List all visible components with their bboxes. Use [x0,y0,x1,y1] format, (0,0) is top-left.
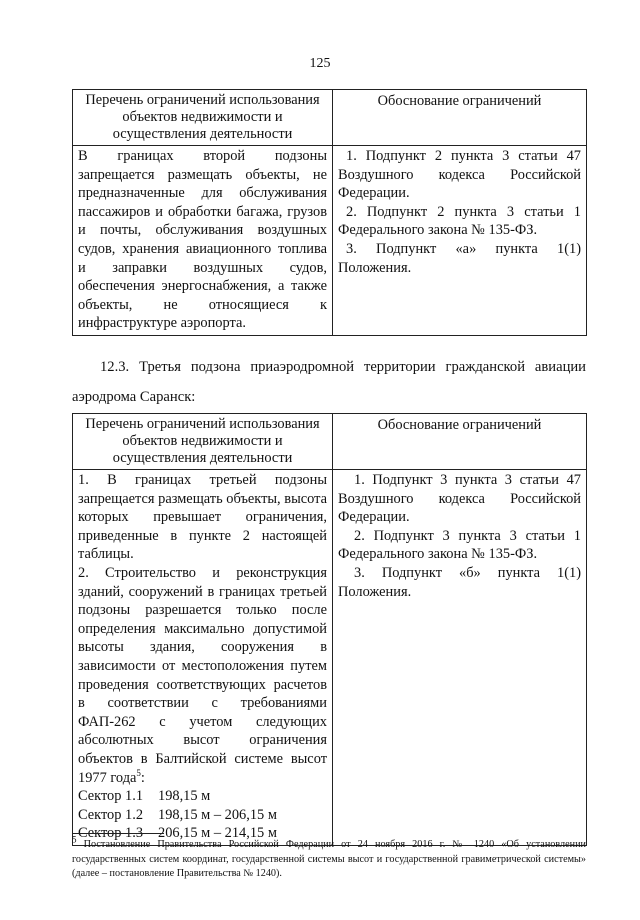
text-line-content: 1977 года [78,769,137,786]
header-line: объектов недвижимости и [122,433,283,449]
sector-name: Сектор 1.2 [78,806,144,823]
text-line: предназначенные для обслуживания [78,185,327,202]
text-line: запрещается размещать объекты, высота [78,490,327,507]
justification-item: 3. Подпункт «а» пункта 1(1) Положения. [338,240,581,276]
text-line: объектов в Балтийской системе высот [78,750,327,767]
header-restrictions-cell [73,90,333,146]
restrictions-table-zone-2 [72,89,587,336]
text-line: таблицы. [78,546,134,563]
page-number: 125 [309,56,331,71]
header-line: осуществления деятельности [112,126,293,142]
text-line [78,769,327,788]
sector-name: Сектор 1.1 [78,788,144,805]
footnote [72,834,586,882]
section-heading [72,355,586,409]
justification-item: 3. Подпункт «б» пункта 1(1) Положения. [338,564,581,600]
text-line: определения максимально допустимой [78,620,327,637]
justification-item: 1. Подпункт 3 пункта 3 статьи 47 Воздушного кодекса Российской Федерации. [338,472,581,526]
section-heading-line: аэродрома Саранск: [72,389,196,405]
sector-name: Сектор 1.3 [78,825,144,842]
text-line: подзоны разрешается только после [78,602,327,619]
table-row [73,146,587,336]
sector-height: 206,15 м – 214,15 м [158,825,277,842]
justification-item: 1. Подпункт 2 пункта 3 статьи 47 Воздушного кодекса Российской Федерации. [338,148,581,202]
text-line-tail: : [140,769,145,786]
footnote-divider [72,833,164,834]
footnote-text: Постановление Правительства Российской Федерации от 24 ноября 2016 г. № 1240 «Об установлении государственных систем координат, государственной системы высот и государственной гравиметрической системы» (далее – постановление Правительства № 1240). [72,839,586,879]
header-line: Перечень ограничений использования [85,416,320,432]
restrictions-cell [73,146,333,336]
text-line: и заправки воздушных судов, [78,259,327,276]
justification-item: 2. Подпункт 2 пункта 3 статьи 1 Федерального закона № 135-ФЗ. [338,203,581,239]
text-line: пассажиров и обработки багажа, грузов [78,203,327,220]
text-line: объекты, не относящиеся к [78,296,327,313]
header-line: объектов недвижимости и [122,109,283,125]
sector-row [78,787,327,806]
restrictions-cell [73,470,333,846]
text-line: 1. В границах третьей подзоны [78,472,327,488]
table-header-row [73,414,587,470]
text-line: в соответствии с требованиями [78,695,327,712]
text-line: В границах второй подзоны [78,148,327,164]
header-restrictions-cell [73,414,333,470]
justification-cell [333,470,587,846]
sector-height: 198,15 м [158,788,211,805]
footnote-mark: 5 [72,834,77,845]
justification-item: 2. Подпункт 3 пункта 3 статьи 1 Федерального закона № 135-ФЗ. [338,527,581,563]
text-line: проведения соответствующих расчетов [78,676,327,693]
sector-row [78,806,327,825]
header-line: осуществления деятельности [112,450,293,466]
text-line: и почты, обслуживания воздушных [78,222,327,239]
table-row [73,470,587,846]
header-justification-cell: Обоснование ограничений [333,414,587,470]
text-line: запрещается размещать объекты, не [78,166,327,183]
text-line: обеспечения энергоснабжения, а также [78,278,327,295]
sector-height: 198,15 м – 206,15 м [158,806,277,823]
text-line: абсолютных высот ограничения [78,732,327,749]
header-line: Перечень ограничений использования [85,92,320,108]
text-line: инфраструктуре аэропорта. [78,315,246,332]
justification-cell [333,146,587,336]
footnote-reference: 5 [136,767,141,778]
text-line: судов, хранения авиационного топлива [78,240,327,257]
text-line: зависимости от местоположения путем [78,657,327,674]
text-line: 2. Строительство и реконструкция [78,564,327,581]
restrictions-table-zone-3 [72,413,587,846]
text-line: ФАП-262 с учетом следующих [78,713,327,730]
text-line: которых превышает ограничения, [78,509,327,526]
text-line: зданий, сооружений в границах третьей [78,583,327,600]
table-header-row [73,90,587,146]
text-line: высоты здания, сооружения в [78,639,327,656]
section-heading-line: 12.3. Третья подзона приаэродромной территории гражданской авиации [100,359,586,375]
header-justification-cell: Обоснование ограничений [333,90,587,146]
text-line: приведенные в пункте 2 настоящей [78,527,327,544]
